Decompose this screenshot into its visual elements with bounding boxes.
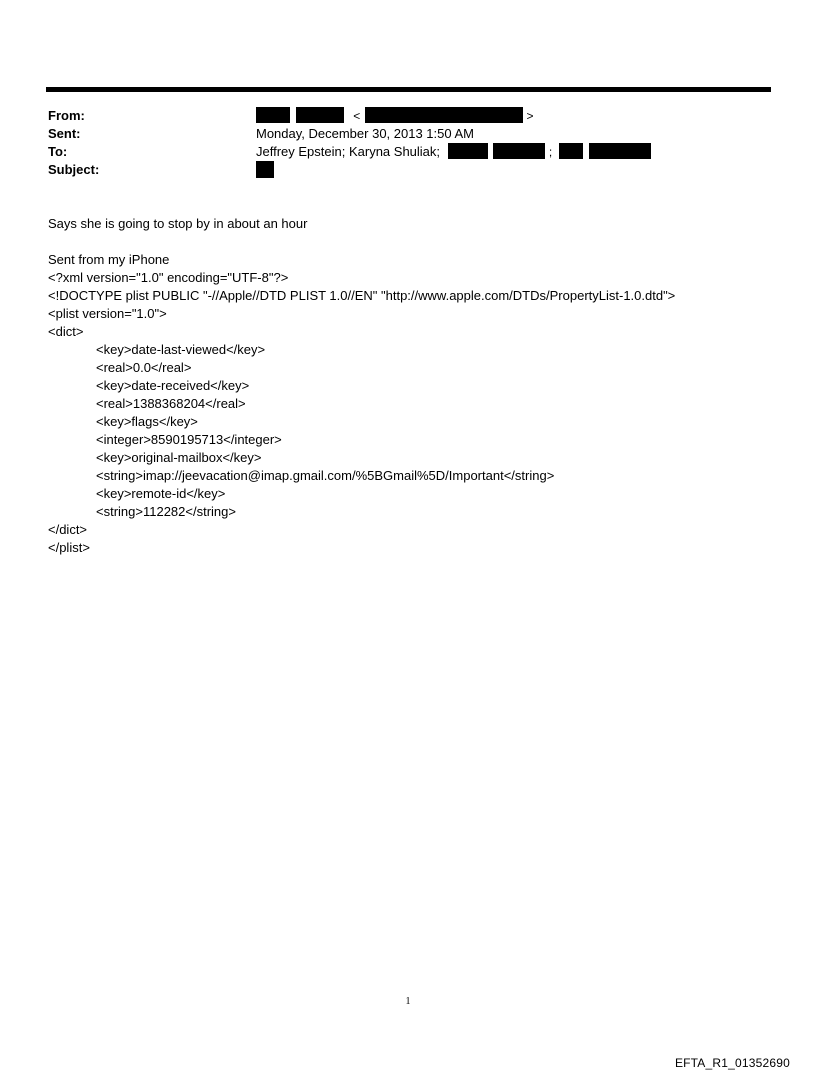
page-number: 1 xyxy=(405,996,411,1007)
subject-label: Subject: xyxy=(48,162,100,177)
from-value xyxy=(256,107,534,125)
plist-open: <plist version="1.0"> xyxy=(48,306,167,321)
dict-open: <dict> xyxy=(48,324,84,339)
sent-row xyxy=(48,125,768,143)
plist-value-line: <integer>8590195713</integer> xyxy=(96,432,282,447)
to-recipients: Jeffrey Epstein; Karyna Shuliak; xyxy=(256,144,441,159)
message-text: Says she is going to stop by in about an hour xyxy=(48,216,308,231)
plist-value-line: <real>1388368204</real> xyxy=(96,396,246,411)
bates-number: EFTA_R1_01352690 xyxy=(674,1056,790,1070)
sent-value: Monday, December 30, 2013 1:50 AM xyxy=(256,126,474,141)
email-body xyxy=(48,215,788,557)
redacted-block xyxy=(448,143,488,159)
header-divider xyxy=(46,87,771,92)
plist-close: </plist> xyxy=(48,540,90,555)
doctype-line: <!DOCTYPE plist PUBLIC "-//Apple//DTD PLIST 1.0//EN" "http://www.apple.com/DTDs/PropertyList-1.0.dtd"> xyxy=(48,288,676,303)
plist-key-line: <key>date-received</key> xyxy=(96,378,250,393)
signature-text: Sent from my iPhone xyxy=(48,252,170,267)
redacted-email xyxy=(365,107,523,123)
redacted-block xyxy=(256,107,290,123)
to-row xyxy=(48,143,768,161)
sent-label: Sent: xyxy=(48,126,81,141)
subject-row xyxy=(48,161,768,179)
to-value xyxy=(256,143,651,161)
to-label: To: xyxy=(48,144,68,159)
subject-value xyxy=(256,161,274,180)
plist-key-line: <key>original-mailbox</key> xyxy=(96,450,262,465)
from-row xyxy=(48,107,768,125)
plist-key-line: <key>remote-id</key> xyxy=(96,486,226,501)
redacted-subject xyxy=(256,161,274,178)
redacted-block xyxy=(296,107,344,123)
plist-value-line: <real>0.0</real> xyxy=(96,360,192,375)
dict-close: </dict> xyxy=(48,522,88,537)
plist-value-line: <string>imap://jeevacation@imap.gmail.com/%5BGmail%5D/Important</string> xyxy=(96,468,555,483)
email-close-bracket: > xyxy=(526,109,534,123)
email-header xyxy=(48,107,768,179)
redacted-block xyxy=(493,143,545,159)
redacted-block xyxy=(589,143,651,159)
redacted-block xyxy=(559,143,583,159)
from-label: From: xyxy=(48,108,85,123)
plist-key-line: <key>flags</key> xyxy=(96,414,198,429)
plist-key-line: <key>date-last-viewed</key> xyxy=(96,342,266,357)
email-open-bracket: < xyxy=(353,109,361,123)
recipient-separator: ; xyxy=(548,145,553,159)
plist-value-line: <string>112282</string> xyxy=(96,504,236,519)
xml-declaration: <?xml version="1.0" encoding="UTF-8"?> xyxy=(48,270,289,285)
